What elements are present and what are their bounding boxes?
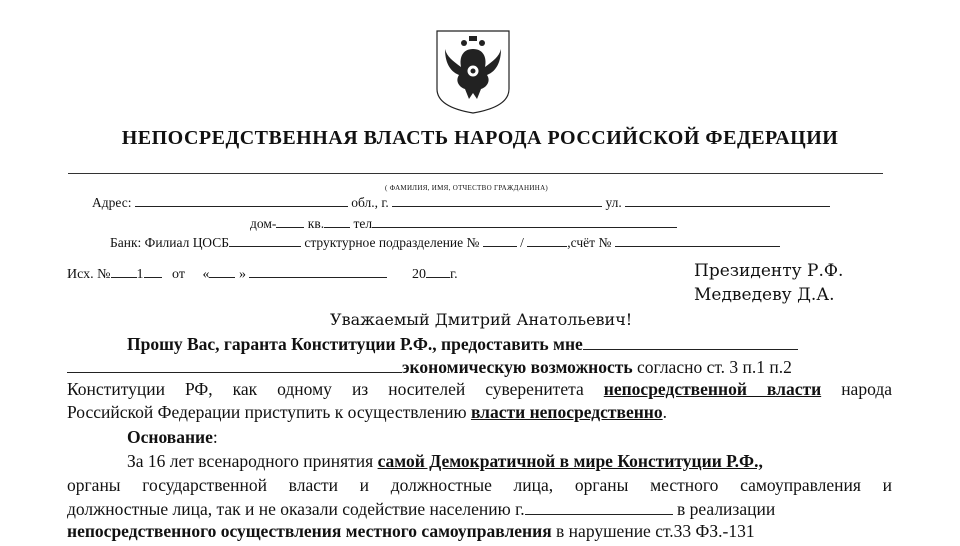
bank-row [110, 233, 780, 251]
line8-text-a: должностные лица, так и не оказали содействие населению г. [67, 499, 525, 519]
slash-label: / [520, 235, 524, 250]
address-row [92, 193, 830, 211]
document-title: НЕПОСРЕДСТВЕННАЯ ВЛАСТЬ НАРОДА РОССИЙСКОЙ ФЕДЕРАЦИИ [121, 127, 839, 149]
recipient-line-2: Медведеву Д.А. [694, 285, 835, 305]
power-directly-text: власти непосредственно [470, 402, 663, 422]
city-name-field [525, 498, 673, 515]
flat-label: кв. [307, 216, 325, 231]
address-field [135, 193, 348, 207]
economic-possibility: экономическую возможность [402, 357, 633, 377]
phone-label: тел [353, 216, 373, 231]
outgoing-ref-row [67, 264, 458, 283]
year-prefix: 20 [411, 267, 426, 282]
line3-text-a: Конституции РФ, как одному из носителей суверенитета [67, 379, 604, 399]
ref-field-pre [111, 264, 137, 278]
line4-text-a: Российской Федерации приступить к осуществлению [67, 402, 471, 422]
from-label: от [172, 267, 185, 282]
year-suffix: г. [449, 267, 458, 282]
day-field [209, 264, 235, 278]
address-label: Адрес: [92, 195, 132, 210]
account-label: ,счёт № [567, 235, 612, 250]
ref-label: Исх. № [67, 267, 111, 282]
subdivision-field [483, 233, 517, 247]
basis-heading [127, 427, 218, 448]
recipient-line-1: Президенту Р.Ф. [694, 261, 844, 281]
quote-close: » [238, 267, 246, 282]
bank-label: Банк: Филиал ЦОСБ [110, 235, 229, 250]
body-line-1 [127, 333, 798, 355]
request-text: Прошу Вас, гаранта Конституции Р.Ф., предоставить мне [127, 334, 583, 354]
year-field [426, 264, 450, 278]
subdivision-field-2 [527, 233, 567, 247]
body-line-8 [67, 498, 775, 520]
democratic-constitution-text: самой Демократичной в мире Конституции Р.Ф., [377, 451, 763, 471]
salutation: Уважаемый Дмитрий Анатольевич! [330, 310, 633, 329]
phone-field [372, 214, 677, 228]
house-row [250, 214, 677, 232]
local-government-text: непосредственного осуществления местного самоуправления [67, 521, 552, 541]
region-label: обл., г. [351, 195, 389, 210]
constitution-ref: согласно ст. 3 п.1 п.2 [632, 357, 792, 377]
body-line-9 [67, 521, 755, 542]
street-field [625, 193, 830, 207]
ref-field-post [144, 264, 162, 278]
line9-rest: в нарушение ст.33 ФЗ.-131 [551, 521, 755, 541]
line4-text-b: . [662, 402, 668, 422]
body-line-6 [127, 451, 763, 472]
fullname-caption: ( ФАМИЛИЯ, ИМЯ, ОТЧЕСТВО ГРАЖДАНИНА) [385, 184, 549, 192]
coat-of-arms-emblem [433, 27, 513, 115]
bank-field [229, 233, 301, 247]
line3-text-b: народа [821, 379, 892, 399]
ref-number: 1 [136, 267, 144, 282]
request-field [583, 333, 798, 350]
account-field [615, 233, 780, 247]
body-line-3 [67, 379, 892, 400]
house-label: дом- [250, 216, 277, 231]
flat-field [324, 214, 350, 228]
street-label: ул. [605, 195, 622, 210]
body-line-2 [67, 356, 792, 378]
subdivision-label: структурное подразделение № [304, 235, 480, 250]
city-field [392, 193, 602, 207]
basis-label: Основание [127, 427, 213, 447]
request-field-2 [67, 356, 402, 373]
body-line-7: органы государственной власти и должностные лица, органы местного самоуправления и [67, 475, 892, 495]
quote-open: « [202, 267, 210, 282]
body-line-4 [67, 402, 667, 423]
line8-text-b: в реализации [672, 499, 776, 519]
fullname-field-line [68, 173, 883, 174]
direct-power-text: непосредственной власти [603, 379, 822, 399]
line6-text-a: За 16 лет всенародного принятия [127, 451, 378, 471]
house-field [276, 214, 304, 228]
basis-colon: : [212, 427, 218, 447]
month-field [249, 264, 387, 278]
